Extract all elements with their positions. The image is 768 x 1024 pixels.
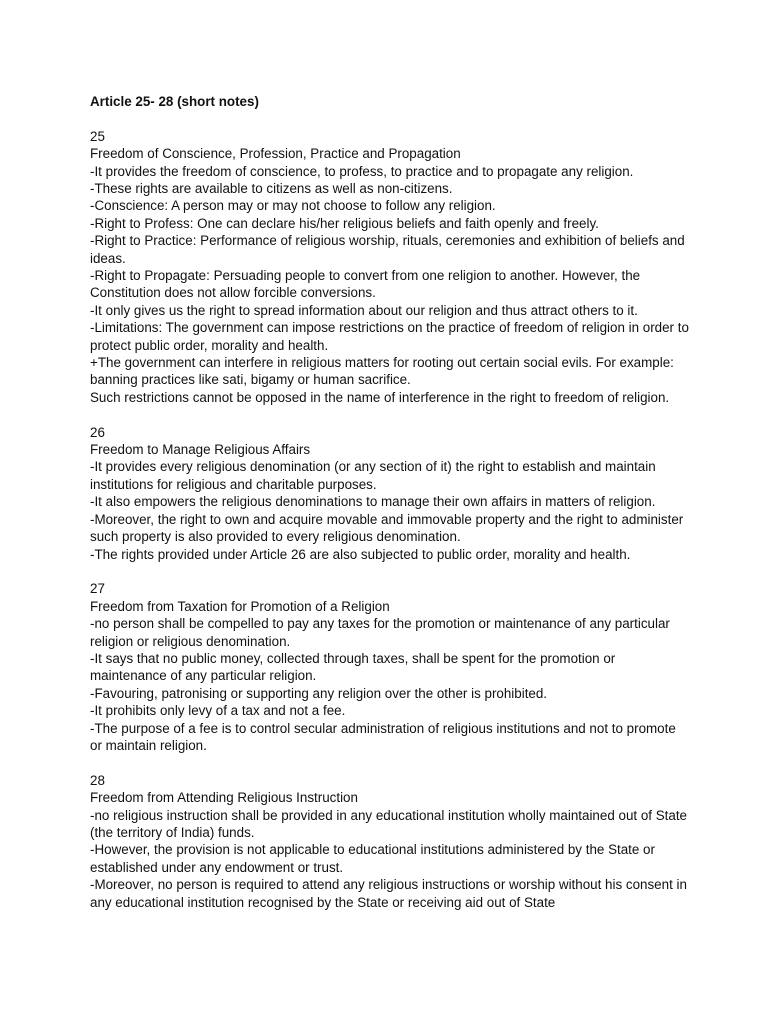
- note-line: -It only gives us the right to spread information about our religion and thus attract others to it.: [90, 302, 638, 318]
- section-number: 27: [90, 581, 105, 597]
- section-heading: Freedom to Manage Religious Affairs: [90, 442, 311, 458]
- note-line: -It provides the freedom of conscience, to profess, to practice and to propagate any religion.: [90, 163, 634, 179]
- note-line: -Favouring, patronising or supporting any religion over the other is prohibited.: [90, 685, 548, 701]
- note-line: -Right to Propagate: Persuading people to convert from one religion to another. However, the Constitution does not allow forcible conversions.: [90, 268, 641, 301]
- note-line: -However, the provision is not applicable to educational institutions administered by the State or established under any endowment or trust.: [90, 842, 655, 875]
- note-line: -The rights provided under Article 26 are also subjected to public order, morality and health.: [90, 546, 631, 562]
- note-line: -The purpose of a fee is to control secular administration of religious institutions and not to promote or maintain religion.: [90, 720, 676, 753]
- note-line: -Limitations: The government can impose restrictions on the practice of freedom of religion in order to protect public order, morality and health.: [90, 320, 689, 353]
- note-line: -These rights are available to citizens as well as non-citizens.: [90, 181, 453, 196]
- spacer: [90, 110, 690, 127]
- section-number: 28: [90, 772, 105, 788]
- section-number: 25: [90, 128, 105, 144]
- note-line: -Right to Profess: One can declare his/her religious beliefs and faith openly and freely.: [90, 215, 599, 231]
- note-line: +The government can interfere in religious matters for rooting out certain social evils. For example: banning practices like sati, bigamy or human sacrifice.: [90, 355, 674, 388]
- section-number: 26: [90, 424, 105, 440]
- note-line: -Conscience: A person may or may not choose to follow any religion.: [90, 198, 496, 214]
- note-line: -It also empowers the religious denominations to manage their own affairs in matters of religion.: [90, 494, 656, 510]
- note-line: -It prohibits only levy of a tax and not a fee.: [90, 703, 346, 719]
- note-line: -It provides every religious denomination (or any section of it) the right to establish and maintain institutions for religious and charitable purposes.: [90, 459, 656, 492]
- section-article-25: [90, 128, 690, 407]
- note-line: Such restrictions cannot be opposed in the name of interference in the right to freedom of religion.: [90, 389, 670, 405]
- section-article-26: [90, 424, 690, 563]
- section-article-28: [90, 772, 690, 911]
- note-line: -no person shall be compelled to pay any taxes for the promotion or maintenance of any particular religion or religious denomination.: [90, 616, 670, 649]
- section-article-27: [90, 580, 690, 754]
- note-line: -no religious instruction shall be provided in any educational institution wholly maintained out of State (the territory of India) funds.: [90, 807, 687, 840]
- section-heading: Freedom from Attending Religious Instruction: [90, 790, 358, 806]
- note-line: -Right to Practice: Performance of religious worship, rituals, ceremonies and exhibition of beliefs and ideas.: [90, 233, 685, 266]
- note-line: -Moreover, the right to own and acquire movable and immovable property and the right to administer such property is also provided to every religious denomination.: [90, 511, 684, 545]
- section-heading: Freedom of Conscience, Profession, Practice and Propagation: [90, 146, 461, 162]
- note-line: -It says that no public money, collected through taxes, shall be spent for the promotion or maintenance of any particular religion.: [90, 650, 616, 684]
- note-line: -Moreover, no person is required to attend any religious instructions or worship without his consent in any educational institution recognised by the State or receiving aid out of State: [90, 877, 687, 910]
- section-heading: Freedom from Taxation for Promotion of a Religion: [90, 598, 390, 614]
- document-page: [90, 93, 690, 928]
- document-title: Article 25- 28 (short notes): [90, 94, 259, 109]
